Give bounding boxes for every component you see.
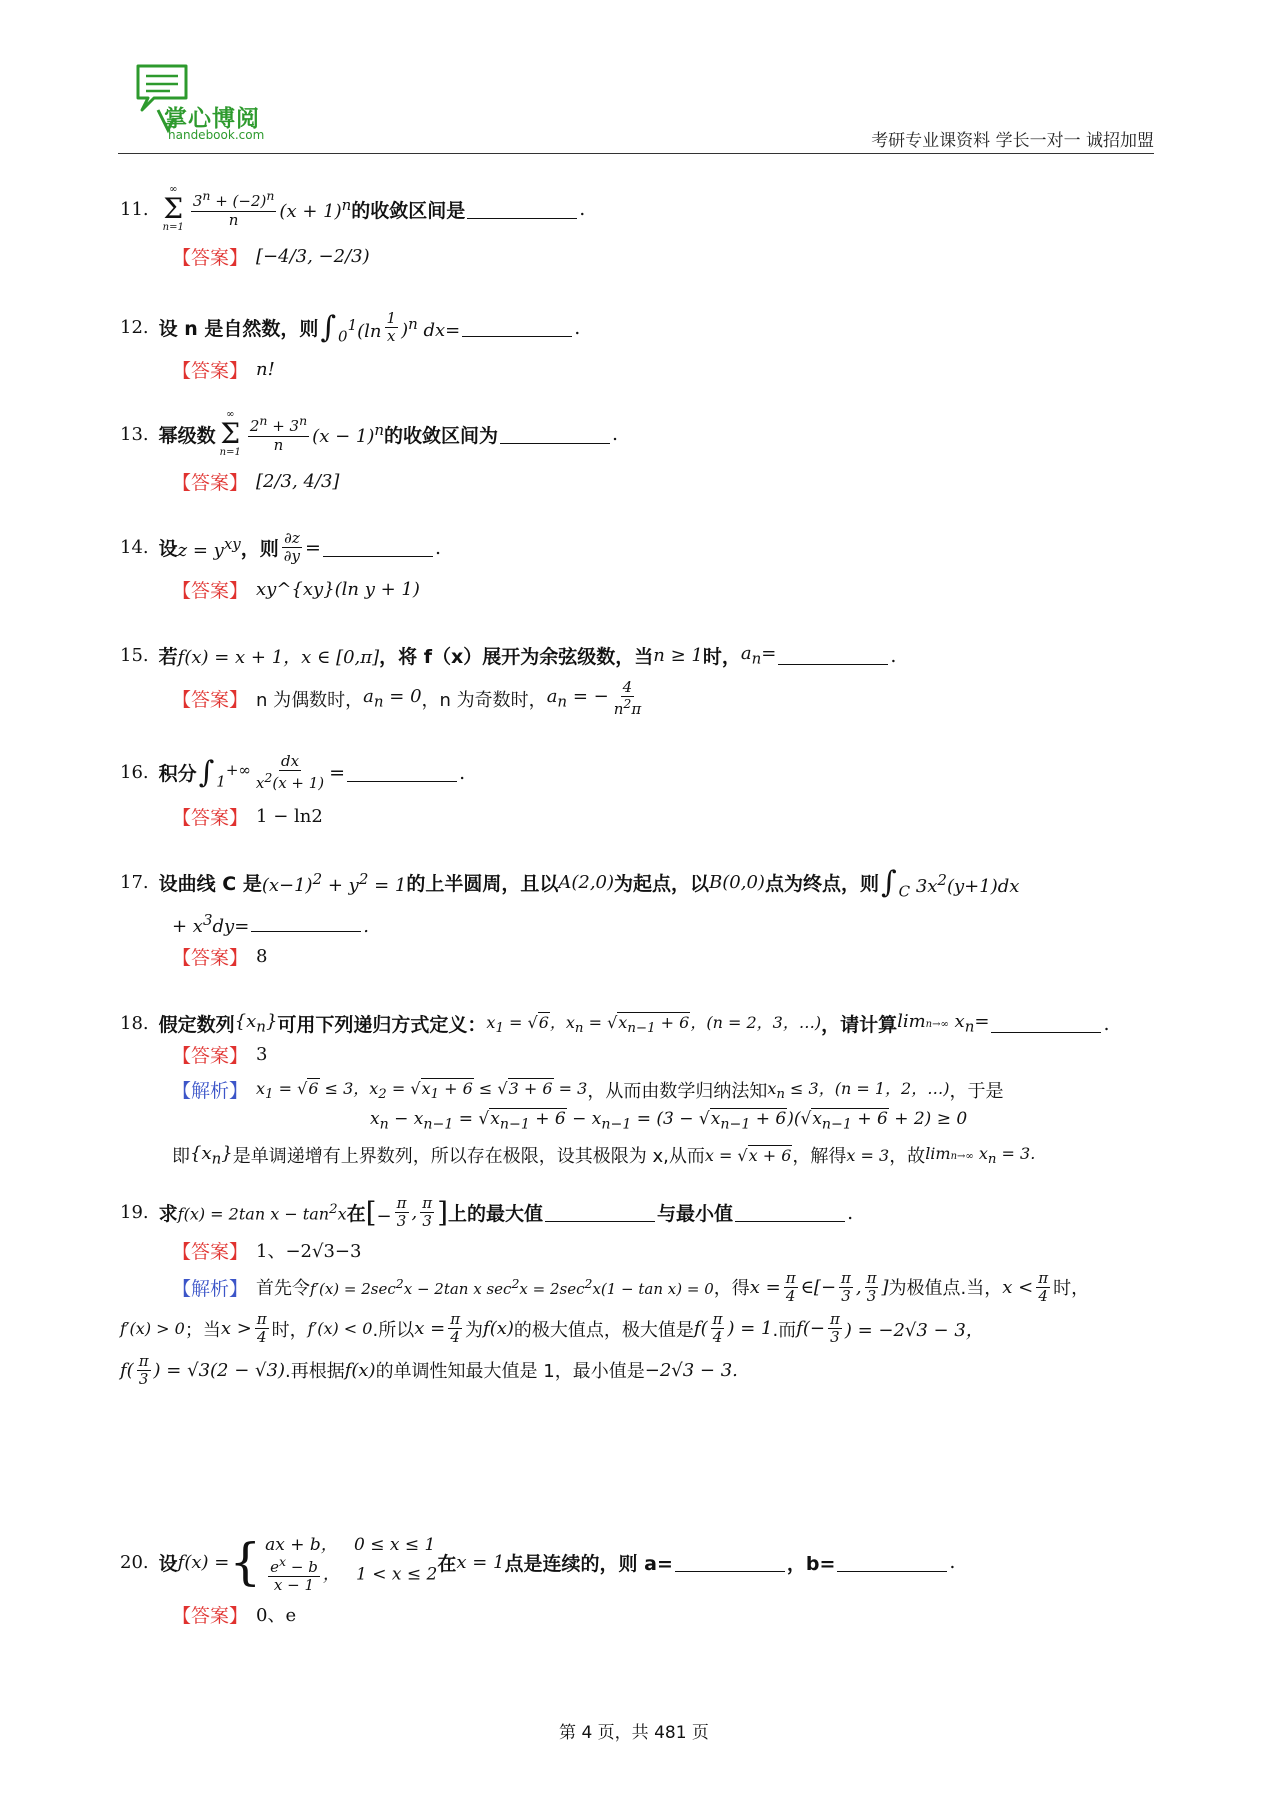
answer-blank	[462, 318, 572, 337]
question-13: 13. 幂级数 ∞ Σ n=1 $\frac{2^n + 3^n}{n}$ $(x - 1)^n$ 的收敛区间为 . 【答案】 [2/3, 4/3]	[120, 409, 619, 494]
answer-text: ，n 为奇数时，	[421, 689, 547, 711]
question-number: 15.	[120, 645, 149, 666]
question-text: 为起点，以	[614, 873, 710, 896]
answer-label: 【答案】	[172, 359, 249, 382]
question-text: 若	[158, 646, 178, 668]
question-number: 20.	[120, 1551, 149, 1573]
question-text: 的收敛区间是	[351, 199, 466, 222]
answer-label: 【答案】	[172, 946, 249, 969]
logo-url: handebook.com	[168, 128, 265, 142]
question-number: 18.	[120, 1013, 149, 1034]
question-15: 15. 若 f(x) = x + 1，x ∈ [0,π] ，将 f（x）展开为余弦级数，当 n ≥ 1 时， $a_n=$ . 【答案】 n 为偶数时， $a_n = 0$ ，n 为奇数时， $a_n$ = − $\frac{4}{n^2\pi}$	[120, 643, 897, 719]
explain-label: 【解析】	[172, 1080, 249, 1102]
question-text: ，请计算	[821, 1014, 898, 1036]
question-text: 设曲线 C 是	[158, 873, 262, 896]
answer-blank	[837, 1553, 947, 1572]
answer-label: 【答案】	[172, 247, 249, 269]
answer-label: 【答案】	[172, 579, 249, 602]
question-number: 16.	[120, 762, 149, 784]
answer-value: 3	[256, 1044, 268, 1065]
question-text: 上的最大值	[448, 1203, 544, 1226]
question-number: 11.	[120, 198, 149, 220]
answer-value: 8	[256, 945, 268, 967]
question-text: 设	[158, 538, 178, 561]
explain-label: 【解析】	[172, 1277, 249, 1300]
answer-blank	[735, 1203, 845, 1222]
question-20: 20. 设 f(x) = { ax + b， 0 ≤ x ≤ 1 $\frac{e^x - b}{x - 1}$ ， 1 < x ≤ 2 在 x = 1 点是连续的，则 a= ，b= . 【答案】 0、e	[120, 1530, 1160, 1628]
question-text: 积分	[158, 763, 197, 786]
question-number: 17.	[120, 872, 149, 894]
question-text: ，将 f（x）展开为余弦级数，当	[379, 646, 654, 668]
answer-blank	[500, 425, 610, 444]
question-text: 的收敛区间为	[384, 424, 499, 447]
question-text: 与最小值	[657, 1203, 734, 1226]
question-text: ，b=	[786, 1552, 836, 1575]
header-divider	[118, 153, 1154, 154]
answer-label: 【答案】	[172, 1240, 249, 1263]
answer-value: n!	[256, 358, 275, 380]
question-number: 12.	[120, 317, 149, 339]
piecewise-cases: ax + b， 0 ≤ x ≤ 1 $\frac{e^x - b}{x - 1}$ ， 1 < x ≤ 2	[265, 1535, 438, 1595]
question-text: 点为终点，则	[764, 873, 879, 896]
question-17: 17. 设曲线 C 是 $(x-1)^2 + y^2 = 1$ 的上半圆周，且以 A(2,0) 为起点，以 B(0,0) 点为终点，则 ∫ $_C$ $3x^2(y+1)dx$ + $x^3dy=$ . 【答案】 8	[120, 865, 1020, 969]
answer-text: n 为偶数时，	[256, 689, 364, 711]
answer-value: [−4/3, −2/3)	[256, 246, 370, 267]
question-number: 13.	[120, 423, 149, 445]
answer-value: 0、e	[256, 1605, 297, 1626]
answer-label: 【答案】	[172, 689, 249, 712]
answer-value: 1、−2√3−3	[256, 1241, 362, 1262]
question-text: 点是连续的，则 a=	[504, 1552, 673, 1575]
answer-value: [2/3, 4/3]	[256, 471, 340, 492]
answer-blank	[347, 763, 457, 782]
question-text: ，则	[240, 538, 279, 561]
answer-blank	[778, 646, 888, 665]
logo-name: 掌心博阅	[164, 106, 260, 132]
question-text: 幂级数	[158, 424, 216, 447]
answer-blank	[991, 1014, 1101, 1033]
question-16: 16. 积分 ∫ $_1$+∞ $\frac{dx}{x^2(x + 1)}$ = . 【答案】 1 − ln2	[120, 752, 466, 829]
question-18: 18. 假定数列 $\{x_n\}$ 可用下列递归方式定义： $x_1 = √6$，$x_n = √x_{n-1} + 6$，(n = 2，3，…) ，请计算 limn→∞ $x_n=$ . 【答案】 3 【解析】 $x_1 = √6 \le 3$，$x_2 = √x_1 + 6 \le √3 + 6 = 3$ ，从而由数学归纳法知 $x_n \le 3$，(n = 1，2，…) ，于是 $x_n - x_{n-1} = √x_{n-1} + 6 - x_{n-1} = (3 - √x_{n-1} + 6)(√x_{n-1} + 6 + 2) \ge 0$ 即 $\{x_n\}$ 是单调递增有上界数列，所以存在极限，设其极限为 x,从而 x = √x + 6 ，解得 x = 3 ，故 limn→∞ $x_n = 3$.	[120, 1011, 1110, 1168]
answer-label: 【答案】	[172, 1045, 249, 1067]
question-19: 19. 求 f(x) = 2tan $x - \tan^2x$ 在 [− $\frac{\pi}{3}$ , $\frac{\pi}{3}$ ] 上的最大值 与最小值 . 【答案】 1、−2√3−3 【解析】 首先令 $f'(x) = 2\sec^2x - 2\tan$ x $\sec^2x = 2\sec^2x(1 - \tan x) = 0$ ，得 x = $\frac{\pi}{4}$ ∈[− $\frac{\pi}{3}$ , $\frac{\pi}{3}$ ] 为极值点.当， x < $\frac{\pi}{4}$ 时， f′(x) > 0 ；当 x > $\frac{\pi}{4}$ 时， f′(x) < 0 .所以 x = $\frac{\pi}{4}$ 为 f(x) 的极大值点，极大值是 f( $\frac{\pi}{4}$ ) = 1 .而 f(− $\frac{\pi}{3}$ ) = −2√3 − 3， f( $\frac{\pi}{3}$ ) = √3(2 − √3) .再根据 f(x) 的单调性知最大值是 1，最小值是 −2√3 − 3.	[120, 1194, 1090, 1388]
answer-blank	[251, 913, 361, 932]
question-text: 设 n 是自然数，则	[158, 318, 319, 341]
question-text: 的上半圆周，且以	[406, 873, 559, 896]
question-number: 19.	[120, 1202, 149, 1224]
header-tagline: 考研专业课资料 学长一对一 诚招加盟	[871, 131, 1154, 151]
question-text: 可用下列递归方式定义：	[277, 1014, 487, 1036]
question-text: 设	[158, 1552, 178, 1575]
question-text: 在	[346, 1203, 366, 1226]
answer-label: 【答案】	[172, 806, 249, 829]
page-footer: 第 4 页，共 481 页	[559, 1723, 709, 1743]
answer-value: 1 − ln2	[256, 805, 323, 827]
answer-blank	[323, 538, 433, 557]
question-14: 14. 设 $z = y^{xy}$ ，则 $\frac{\partial z}{\partial y}$ = . 【答案】 xy^{xy}(ln y + 1)	[120, 529, 441, 602]
answer-label: 【答案】	[172, 472, 249, 494]
answer-blank	[467, 200, 577, 219]
answer-label: 【答案】	[172, 1604, 249, 1627]
page-header	[118, 56, 1154, 156]
answer-blank	[545, 1203, 655, 1222]
answer-blank	[675, 1553, 785, 1572]
question-text: 假定数列	[158, 1014, 235, 1036]
question-text: 时，	[702, 646, 741, 668]
sum-symbol: ∞ Σ n=1	[162, 184, 184, 233]
question-11: 11. ∞ Σ n=1 $\frac{3^n + (-2)^n}{n}$ $(x + 1)^n$ 的收敛区间是 . 【答案】 [−4/3, −2/3)	[120, 184, 586, 269]
question-text: 在	[437, 1552, 457, 1575]
question-number: 14.	[120, 537, 149, 559]
question-12: 12. 设 n 是自然数，则 ∫ $_0^1$(ln $\frac{1}{x}$ )$^n$ dx= . 【答案】 n!	[120, 309, 581, 382]
question-text: 求	[158, 1203, 178, 1226]
answer-value: xy^{xy}(ln y + 1)	[256, 578, 420, 600]
